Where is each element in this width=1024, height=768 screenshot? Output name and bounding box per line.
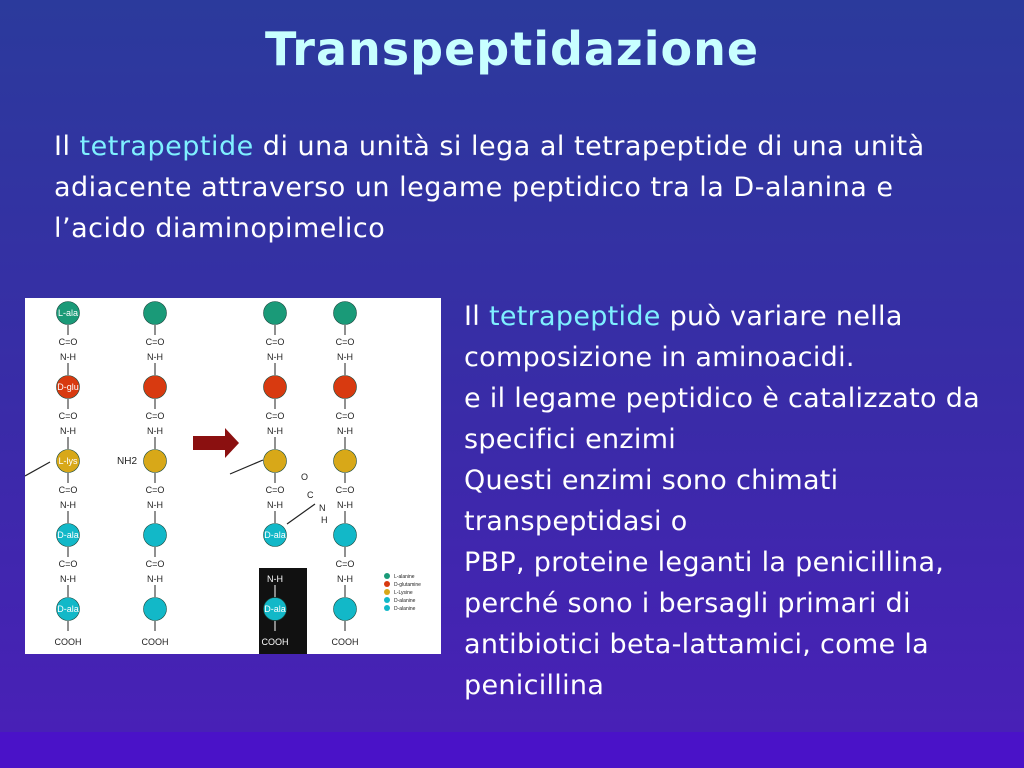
intro-keyword: tetrapeptide	[79, 131, 254, 162]
carbonyl-label: C=O	[265, 485, 285, 495]
rg-n: N	[319, 503, 326, 513]
transpeptidation-figure	[25, 298, 441, 654]
amine-label: N-H	[60, 352, 76, 362]
bottom-band	[0, 732, 1024, 768]
amino-acid-ball	[334, 302, 357, 325]
legend-dot	[384, 605, 390, 611]
carbonyl-label: C=O	[265, 559, 285, 569]
amine-label: N-H	[60, 574, 76, 584]
bond-line	[230, 460, 263, 474]
carbonyl-label: C=O	[335, 411, 355, 421]
amino-acid-ball	[144, 598, 167, 621]
legend-dot	[384, 581, 390, 587]
detail-line-1	[464, 296, 1024, 378]
rg-o: O	[301, 472, 309, 482]
carbonyl-label: C=O	[58, 411, 78, 421]
carbonyl-label: C=O	[58, 337, 78, 347]
nh2-label: NH2	[117, 456, 138, 467]
carbonyl-label: C=O	[58, 485, 78, 495]
amino-acid-label: D-glu	[57, 382, 79, 392]
amine-label: N-H	[147, 352, 163, 362]
detail-text-start: Il	[464, 301, 489, 332]
amino-acid-label: L-ala	[57, 308, 79, 318]
slide-title: Transpeptidazione	[264, 22, 760, 76]
amine-label: N-H	[60, 426, 76, 436]
legend-item: L-alanine	[394, 574, 415, 580]
detail-keyword: tetrapeptide	[488, 301, 661, 332]
amine-label: N-H	[147, 426, 163, 436]
amine-label: N-H	[337, 500, 353, 510]
detail-text-rest: può variare nella composizione in aminoacidi.	[464, 301, 903, 373]
amino-acid-ball	[264, 450, 287, 473]
amino-acid-ball	[144, 302, 167, 325]
amine-label: N-H	[337, 574, 353, 584]
detail-line-2: e il legame peptidico è catalizzato da specifici enzimi	[464, 383, 981, 455]
carbonyl-label: C=O	[145, 559, 165, 569]
intro-paragraph	[54, 126, 994, 249]
amine-label: N-H	[337, 426, 353, 436]
amine-label: N-H	[147, 574, 163, 584]
rg-c: C	[307, 490, 314, 500]
intro-text-rest: di una unità si lega al tetrapeptide di una unità adiacente attraverso un legame peptidico tra la D-alanina e l’acido diaminopimelico	[54, 131, 925, 244]
carbonyl-label: C=O	[335, 559, 355, 569]
carbonyl-label: C=O	[145, 411, 165, 421]
carbonyl-label: C=O	[265, 411, 285, 421]
bond-line	[287, 504, 315, 524]
amino-acid-ball	[144, 524, 167, 547]
amine-label: N-H	[337, 352, 353, 362]
intro-text-start: Il	[54, 131, 80, 162]
legend-item: L-Lysine	[394, 590, 413, 596]
carbonyl-label: C=O	[265, 337, 285, 347]
amino-acid-ball	[334, 524, 357, 547]
bond-line	[25, 462, 50, 476]
detail-paragraph	[464, 296, 1024, 706]
amine-label: N-H	[60, 500, 76, 510]
amino-acid-ball	[264, 302, 287, 325]
detail-line-3: Questi enzimi sono chimati transpeptidasi o	[464, 465, 839, 537]
amino-acid-label: D-ala	[264, 530, 286, 540]
amine-label: N-H	[267, 426, 283, 436]
amino-acid-ball	[334, 598, 357, 621]
amino-acid-ball	[144, 376, 167, 399]
carbonyl-label: C=O	[145, 337, 165, 347]
amino-acid-label: D-ala	[57, 530, 79, 540]
amino-acid-label: L-lys	[58, 456, 78, 466]
carboxyl-label: COOH	[261, 637, 289, 647]
amino-acid-label: D-ala	[264, 604, 286, 614]
amino-acid-label: D-ala	[57, 604, 79, 614]
carboxyl-label: COOH	[141, 637, 169, 647]
legend-item: D-glutamine	[394, 582, 421, 588]
reaction-arrow	[193, 428, 239, 458]
carbonyl-label: C=O	[145, 485, 165, 495]
detail-line-4: PBP, proteine leganti la penicillina, perché sono i bersagli primari di antibiotici beta-lattamici, come la penicillina	[464, 547, 945, 701]
carboxyl-label: COOH	[331, 637, 359, 647]
amino-acid-ball	[144, 450, 167, 473]
carbonyl-label: C=O	[58, 559, 78, 569]
amine-label: N-H	[267, 574, 283, 584]
legend-item: D-alanine	[394, 598, 416, 604]
carboxyl-label: COOH	[54, 637, 82, 647]
amine-label: N-H	[147, 500, 163, 510]
carbonyl-label: C=O	[335, 337, 355, 347]
amino-acid-ball	[334, 450, 357, 473]
legend-dot	[384, 589, 390, 595]
legend-dot	[384, 573, 390, 579]
amino-acid-ball	[334, 376, 357, 399]
legend-item: D-alanine	[394, 606, 416, 612]
legend-dot	[384, 597, 390, 603]
amine-label: N-H	[267, 352, 283, 362]
amino-acid-ball	[264, 376, 287, 399]
amine-label: N-H	[267, 500, 283, 510]
rg-h: H	[321, 515, 328, 525]
legend	[384, 573, 421, 612]
carbonyl-label: C=O	[335, 485, 355, 495]
